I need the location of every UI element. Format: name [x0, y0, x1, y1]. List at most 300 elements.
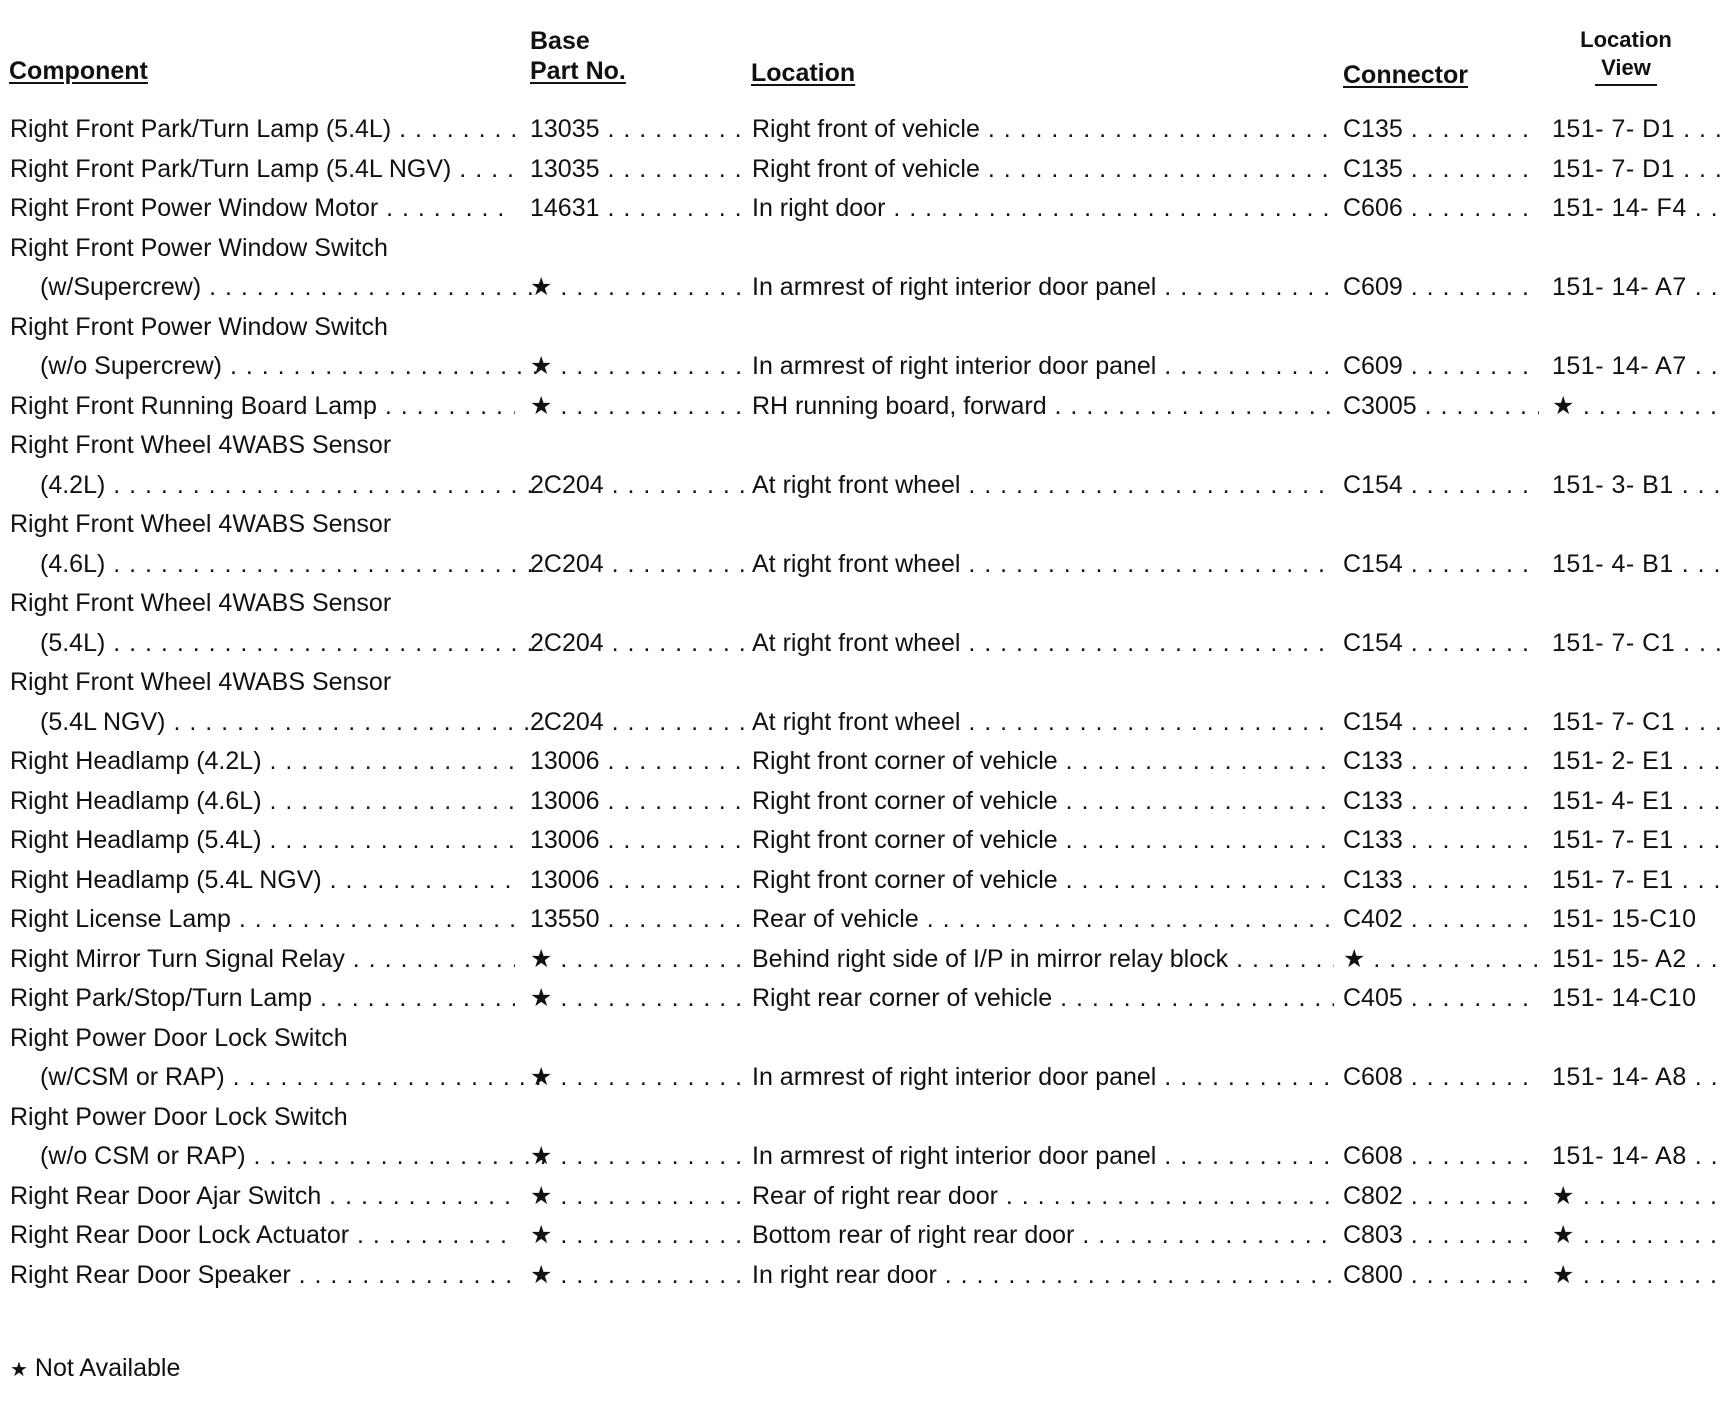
part-number-cell-text: ★ . . .	[530, 984, 746, 1012]
location-view-cell	[1552, 782, 1726, 822]
table-row	[0, 624, 1726, 664]
location-cell-text: At right front wheel . . .	[752, 471, 1334, 499]
component-cell	[10, 189, 515, 229]
location-view-cell-text: 151- 4- E1 . . .	[1552, 787, 1726, 815]
component-cell-text: Right Front Wheel 4WABS Sensor	[10, 431, 392, 459]
location-cell-text: Right front of vehicle . . .	[752, 115, 1334, 143]
connector-cell	[1343, 1058, 1539, 1098]
part-number-cell-text: ★ . . .	[530, 1261, 746, 1289]
component-cell-text: (4.6L) . . .	[40, 550, 545, 578]
location-view-cell-text: ★ . . .	[1552, 1221, 1726, 1249]
table-row	[0, 545, 1726, 585]
location-view-cell-text: 151- 7- C1 . . .	[1552, 629, 1726, 657]
table-row	[0, 268, 1726, 308]
component-cell-text: (w/o Supercrew) . . .	[40, 352, 545, 380]
component-cell	[10, 1216, 515, 1256]
component-cell	[10, 1177, 515, 1217]
location-cell	[752, 1256, 1334, 1296]
header-part-number	[530, 26, 626, 86]
part-number-cell	[530, 1098, 746, 1138]
location-cell-text: At right front wheel . . .	[752, 550, 1334, 578]
table-row	[0, 189, 1726, 229]
part-number-cell	[530, 545, 746, 585]
location-view-cell-text: 151- 2- E1 . . .	[1552, 747, 1726, 775]
part-number-cell	[530, 347, 746, 387]
connector-cell-text: C135 . . .	[1343, 115, 1539, 143]
table-row	[0, 347, 1726, 387]
location-view-cell	[1552, 229, 1726, 269]
part-number-cell-text: ★ . . .	[530, 1142, 746, 1170]
star-icon: ★	[10, 1359, 28, 1381]
table-row	[0, 703, 1726, 743]
location-cell	[752, 663, 1334, 703]
location-view-cell	[1552, 110, 1726, 150]
connector-cell-text: C800 . . .	[1343, 1261, 1539, 1289]
component-cell	[10, 387, 515, 427]
location-cell	[752, 624, 1334, 664]
table-row	[0, 505, 1726, 545]
location-cell	[752, 545, 1334, 585]
location-view-cell-text: 151- 14- A8 . . .	[1552, 1142, 1726, 1170]
connector-cell-text: C154 . . .	[1343, 629, 1539, 657]
part-number-cell	[530, 979, 746, 1019]
component-cell-text: Right Front Wheel 4WABS Sensor	[10, 589, 392, 617]
header-location-label: Location	[751, 59, 856, 87]
connector-cell-text: C133 . . .	[1343, 866, 1539, 894]
location-view-cell	[1552, 821, 1726, 861]
location-cell	[752, 347, 1334, 387]
connector-cell-text: C154 . . .	[1343, 708, 1539, 736]
part-number-cell	[530, 940, 746, 980]
location-cell	[752, 387, 1334, 427]
component-cell-text: Right Headlamp (4.2L) . . .	[10, 747, 515, 775]
location-view-cell-text: 151- 7- E1 . . .	[1552, 826, 1726, 854]
part-number-cell-text: 13006 . . .	[530, 787, 746, 815]
location-view-cell	[1552, 426, 1726, 466]
connector-cell	[1343, 150, 1539, 190]
component-cell-text: Right Park/Stop/Turn Lamp . . .	[10, 984, 515, 1012]
location-view-cell	[1552, 584, 1726, 624]
location-view-cell-text: ★ . . .	[1552, 392, 1726, 420]
header-part-line1: Base	[530, 27, 590, 55]
part-number-cell	[530, 1216, 746, 1256]
location-view-cell	[1552, 663, 1726, 703]
component-cell-text: Right Front Wheel 4WABS Sensor	[10, 510, 392, 538]
component-cell-text: Right Rear Door Speaker . . .	[10, 1261, 515, 1289]
location-cell	[752, 1019, 1334, 1059]
connector-cell	[1343, 584, 1539, 624]
part-number-cell	[530, 624, 746, 664]
table-row	[0, 229, 1726, 269]
location-view-cell	[1552, 545, 1726, 585]
location-view-cell	[1552, 940, 1726, 980]
part-number-cell-text: 13035 . . .	[530, 155, 746, 183]
location-view-cell	[1552, 1137, 1726, 1177]
component-table	[0, 110, 1726, 1295]
connector-cell-text: ★ . . .	[1343, 945, 1539, 973]
component-cell-text: Right Rear Door Lock Actuator . . .	[10, 1221, 515, 1249]
location-cell	[752, 466, 1334, 506]
component-cell-text: Right Power Door Lock Switch	[10, 1023, 348, 1052]
location-cell-text: Rear of vehicle . . .	[752, 905, 1334, 933]
connector-cell	[1343, 1019, 1539, 1059]
location-view-cell-text: 151- 7- E1 . . .	[1552, 866, 1726, 894]
table-row	[0, 1058, 1726, 1098]
location-view-cell	[1552, 1216, 1726, 1256]
part-number-cell	[530, 742, 746, 782]
location-cell	[752, 189, 1334, 229]
component-cell-text: Right Front Power Window Switch	[10, 233, 388, 262]
component-cell	[10, 150, 515, 190]
connector-cell-text: C609 . . .	[1343, 273, 1539, 301]
location-view-cell-text: 151- 14- A7 . . .	[1552, 352, 1726, 380]
connector-cell-text: C802 . . .	[1343, 1182, 1539, 1210]
location-view-cell	[1552, 505, 1726, 545]
location-cell	[752, 426, 1334, 466]
component-cell-text: Right License Lamp . . .	[10, 905, 515, 933]
footnote	[10, 1352, 180, 1386]
location-cell	[752, 505, 1334, 545]
location-cell	[752, 821, 1334, 861]
connector-cell	[1343, 821, 1539, 861]
location-view-cell-text: 151- 14- F4 . . .	[1552, 194, 1726, 222]
connector-cell-text: C135 . . .	[1343, 155, 1539, 183]
location-view-cell-text: 151- 14-C10	[1552, 984, 1697, 1012]
connector-cell	[1343, 189, 1539, 229]
table-row	[0, 782, 1726, 822]
location-cell-text: Right front corner of vehicle . . .	[752, 787, 1334, 815]
location-cell-text: Right front corner of vehicle . . .	[752, 866, 1334, 894]
connector-cell	[1343, 545, 1539, 585]
table-row	[0, 426, 1726, 466]
component-cell-text: (5.4L) . . .	[40, 629, 545, 657]
connector-cell	[1343, 347, 1539, 387]
component-cell-text: (5.4L NGV) . . .	[40, 708, 545, 736]
location-cell-text: RH running board, forward . . .	[752, 392, 1334, 420]
location-cell-text: In right rear door . . .	[752, 1261, 1334, 1289]
location-view-cell	[1552, 189, 1726, 229]
component-cell	[10, 663, 515, 703]
component-cell	[10, 861, 515, 901]
component-cell	[10, 1256, 515, 1296]
connector-cell	[1343, 1216, 1539, 1256]
location-cell	[752, 900, 1334, 940]
part-number-cell-text: ★ . . .	[530, 1063, 746, 1091]
component-cell	[10, 900, 515, 940]
component-cell-text: Right Headlamp (4.6L) . . .	[10, 787, 515, 815]
location-cell-text: In armrest of right interior door panel . . .	[752, 273, 1334, 301]
header-view-line1: Location	[1580, 27, 1672, 52]
connector-cell	[1343, 308, 1539, 348]
connector-cell-text: C133 . . .	[1343, 787, 1539, 815]
table-row	[0, 900, 1726, 940]
location-cell-text: Right front of vehicle . . .	[752, 155, 1334, 183]
component-cell	[10, 268, 545, 308]
part-number-cell-text: 2C204 . . .	[530, 550, 746, 578]
component-cell	[10, 940, 515, 980]
connector-cell	[1343, 110, 1539, 150]
connector-cell-text: C608 . . .	[1343, 1142, 1539, 1170]
table-row	[0, 821, 1726, 861]
location-view-cell-text: 151- 3- B1 . . .	[1552, 471, 1726, 499]
location-view-cell	[1552, 268, 1726, 308]
location-view-cell-text: 151- 7- D1 . . .	[1552, 155, 1726, 183]
connector-cell-text: C609 . . .	[1343, 352, 1539, 380]
table-row	[0, 387, 1726, 427]
part-number-cell-text: ★ . . .	[530, 392, 746, 420]
component-cell	[10, 1058, 545, 1098]
part-number-cell	[530, 426, 746, 466]
component-cell-text: Right Headlamp (5.4L NGV) . . .	[10, 866, 515, 894]
part-number-cell-text: 13550 . . .	[530, 905, 746, 933]
component-cell-text: Right Front Power Window Motor . . .	[10, 194, 515, 222]
location-cell-text: In armrest of right interior door panel . . .	[752, 1142, 1334, 1170]
location-view-cell	[1552, 1177, 1726, 1217]
connector-cell	[1343, 268, 1539, 308]
header-location-view	[1570, 26, 1682, 86]
location-view-cell	[1552, 347, 1726, 387]
table-row	[0, 1256, 1726, 1296]
location-cell-text: In armrest of right interior door panel . . .	[752, 1063, 1334, 1091]
location-view-cell-text: ★ . . .	[1552, 1261, 1726, 1289]
header-view-line2: View	[1595, 54, 1657, 86]
location-view-cell-text: 151- 7- C1 . . .	[1552, 708, 1726, 736]
part-number-cell	[530, 150, 746, 190]
location-cell	[752, 1216, 1334, 1256]
part-number-cell	[530, 703, 746, 743]
location-cell	[752, 940, 1334, 980]
location-view-cell	[1552, 466, 1726, 506]
component-cell	[10, 229, 515, 269]
part-number-cell-text: ★ . . .	[530, 1182, 746, 1210]
component-cell	[10, 703, 545, 743]
location-view-cell	[1552, 742, 1726, 782]
location-cell-text: At right front wheel . . .	[752, 708, 1334, 736]
location-view-cell-text: 151- 4- B1 . . .	[1552, 550, 1726, 578]
location-view-cell-text: ★ . . .	[1552, 1182, 1726, 1210]
connector-cell-text: C803 . . .	[1343, 1221, 1539, 1249]
component-cell-text: Right Front Wheel 4WABS Sensor	[10, 668, 392, 696]
connector-cell	[1343, 466, 1539, 506]
connector-cell	[1343, 505, 1539, 545]
location-cell-text: In armrest of right interior door panel . . .	[752, 352, 1334, 380]
connector-cell-text: C402 . . .	[1343, 905, 1539, 933]
component-cell	[10, 466, 545, 506]
table-row	[0, 110, 1726, 150]
location-cell-text: Right front corner of vehicle . . .	[752, 826, 1334, 854]
part-number-cell-text: 2C204 . . .	[530, 471, 746, 499]
location-cell	[752, 1137, 1334, 1177]
component-cell-text: (4.2L) . . .	[40, 471, 545, 499]
location-view-cell	[1552, 1098, 1726, 1138]
location-view-cell-text: 151- 15- A2 . . .	[1552, 945, 1726, 973]
component-cell	[10, 742, 515, 782]
location-view-cell	[1552, 900, 1726, 940]
part-number-cell	[530, 189, 746, 229]
component-cell-text: Right Headlamp (5.4L) . . .	[10, 826, 515, 854]
location-view-cell-text: 151- 7- D1 . . .	[1552, 115, 1726, 143]
part-number-cell	[530, 1058, 746, 1098]
connector-cell	[1343, 900, 1539, 940]
location-view-cell	[1552, 1256, 1726, 1296]
header-location	[751, 58, 855, 88]
part-number-cell-text: 13006 . . .	[530, 826, 746, 854]
part-number-cell	[530, 229, 746, 269]
component-cell-text: Right Mirror Turn Signal Relay . . .	[10, 945, 515, 973]
component-cell-text: Right Front Power Window Switch	[10, 312, 388, 341]
connector-cell-text: C154 . . .	[1343, 471, 1539, 499]
connector-cell	[1343, 979, 1539, 1019]
component-cell-text: (w/o CSM or RAP) . . .	[40, 1142, 545, 1170]
component-cell	[10, 624, 545, 664]
header-component	[9, 56, 148, 86]
component-cell	[10, 308, 515, 348]
header-connector	[1343, 60, 1468, 90]
location-cell	[752, 268, 1334, 308]
connector-cell-text: C154 . . .	[1343, 550, 1539, 578]
part-number-cell	[530, 387, 746, 427]
connector-cell-text: C606 . . .	[1343, 194, 1539, 222]
table-row	[0, 308, 1726, 348]
location-cell	[752, 229, 1334, 269]
connector-cell-text: C133 . . .	[1343, 826, 1539, 854]
component-cell	[10, 1137, 545, 1177]
header-connector-label: Connector	[1343, 61, 1468, 89]
part-number-cell	[530, 466, 746, 506]
connector-cell	[1343, 782, 1539, 822]
part-number-cell	[530, 1137, 746, 1177]
part-number-cell	[530, 584, 746, 624]
connector-cell	[1343, 1177, 1539, 1217]
header-part-line2: Part No.	[530, 57, 626, 85]
table-row	[0, 940, 1726, 980]
location-cell	[752, 110, 1334, 150]
connector-cell	[1343, 1137, 1539, 1177]
location-view-cell	[1552, 1019, 1726, 1059]
location-cell-text: Rear of right rear door . . .	[752, 1182, 1334, 1210]
footnote-text: Not Available	[34, 1354, 181, 1382]
location-view-cell-text: 151- 14- A8 . . .	[1552, 1063, 1726, 1091]
location-cell-text: Behind right side of I/P in mirror relay block . . .	[752, 945, 1334, 973]
location-view-cell	[1552, 1058, 1726, 1098]
part-number-cell-text: 13035 . . .	[530, 115, 746, 143]
location-view-cell-text: 151- 14- A7 . . .	[1552, 273, 1726, 301]
location-view-cell-text: 151- 15-C10	[1552, 905, 1697, 933]
table-row	[0, 742, 1726, 782]
connector-cell	[1343, 387, 1539, 427]
connector-cell	[1343, 426, 1539, 466]
component-cell-text: (w/Supercrew) . . .	[40, 273, 545, 301]
location-view-cell	[1552, 150, 1726, 190]
location-cell-text: Right rear corner of vehicle . . .	[752, 984, 1334, 1012]
table-row	[0, 1216, 1726, 1256]
location-view-cell	[1552, 624, 1726, 664]
part-number-cell-text: 14631 . . .	[530, 194, 746, 222]
connector-cell	[1343, 1256, 1539, 1296]
component-cell	[10, 505, 515, 545]
component-cell	[10, 979, 515, 1019]
component-cell	[10, 110, 515, 150]
table-row	[0, 1019, 1726, 1059]
component-cell-text: Right Rear Door Ajar Switch . . .	[10, 1182, 515, 1210]
connector-cell	[1343, 703, 1539, 743]
component-cell	[10, 782, 515, 822]
table-row	[0, 466, 1726, 506]
connector-cell	[1343, 861, 1539, 901]
location-cell	[752, 703, 1334, 743]
part-number-cell	[530, 308, 746, 348]
connector-cell-text: C133 . . .	[1343, 747, 1539, 775]
component-cell-text: Right Front Running Board Lamp . . .	[10, 392, 515, 420]
component-cell	[10, 1098, 515, 1138]
location-cell	[752, 584, 1334, 624]
location-cell	[752, 308, 1334, 348]
part-number-cell-text: 13006 . . .	[530, 866, 746, 894]
location-cell-text: Right front corner of vehicle . . .	[752, 747, 1334, 775]
component-cell	[10, 426, 515, 466]
location-cell	[752, 782, 1334, 822]
part-number-cell	[530, 268, 746, 308]
location-view-cell	[1552, 387, 1726, 427]
connector-cell	[1343, 1098, 1539, 1138]
component-cell	[10, 584, 515, 624]
component-cell-text: Right Front Park/Turn Lamp (5.4L NGV) . . .	[10, 155, 515, 183]
part-number-cell	[530, 1177, 746, 1217]
connector-cell	[1343, 229, 1539, 269]
table-row	[0, 584, 1726, 624]
connector-cell	[1343, 663, 1539, 703]
part-number-cell-text: ★ . . .	[530, 352, 746, 380]
part-number-cell	[530, 1019, 746, 1059]
location-cell-text: In right door . . .	[752, 194, 1334, 222]
part-number-cell	[530, 505, 746, 545]
table-row	[0, 1137, 1726, 1177]
component-cell	[10, 347, 545, 387]
location-view-cell	[1552, 861, 1726, 901]
part-number-cell-text: ★ . . .	[530, 273, 746, 301]
location-view-cell	[1552, 979, 1726, 1019]
part-number-cell-text: ★ . . .	[530, 945, 746, 973]
location-cell-text: At right front wheel . . .	[752, 629, 1334, 657]
component-cell-text: Right Front Park/Turn Lamp (5.4L) . . .	[10, 115, 515, 143]
component-cell-text: Right Power Door Lock Switch	[10, 1102, 348, 1131]
location-cell	[752, 1098, 1334, 1138]
part-number-cell	[530, 861, 746, 901]
connector-cell-text: C608 . . .	[1343, 1063, 1539, 1091]
part-number-cell	[530, 663, 746, 703]
header-component-label: Component	[9, 57, 148, 85]
table-row	[0, 150, 1726, 190]
component-cell	[10, 545, 545, 585]
part-number-cell	[530, 110, 746, 150]
location-view-cell	[1552, 703, 1726, 743]
connector-cell	[1343, 624, 1539, 664]
connector-cell-text: C3005 . . .	[1343, 392, 1539, 420]
part-number-cell	[530, 1256, 746, 1296]
location-cell	[752, 742, 1334, 782]
location-cell	[752, 1058, 1334, 1098]
connector-cell-text: C405 . . .	[1343, 984, 1539, 1012]
table-row	[0, 861, 1726, 901]
location-cell	[752, 1177, 1334, 1217]
part-number-cell	[530, 821, 746, 861]
part-number-cell-text: 2C204 . . .	[530, 629, 746, 657]
component-cell	[10, 1019, 515, 1059]
location-cell	[752, 150, 1334, 190]
component-cell	[10, 821, 515, 861]
location-cell-text: Bottom rear of right rear door . . .	[752, 1221, 1334, 1249]
connector-cell	[1343, 742, 1539, 782]
